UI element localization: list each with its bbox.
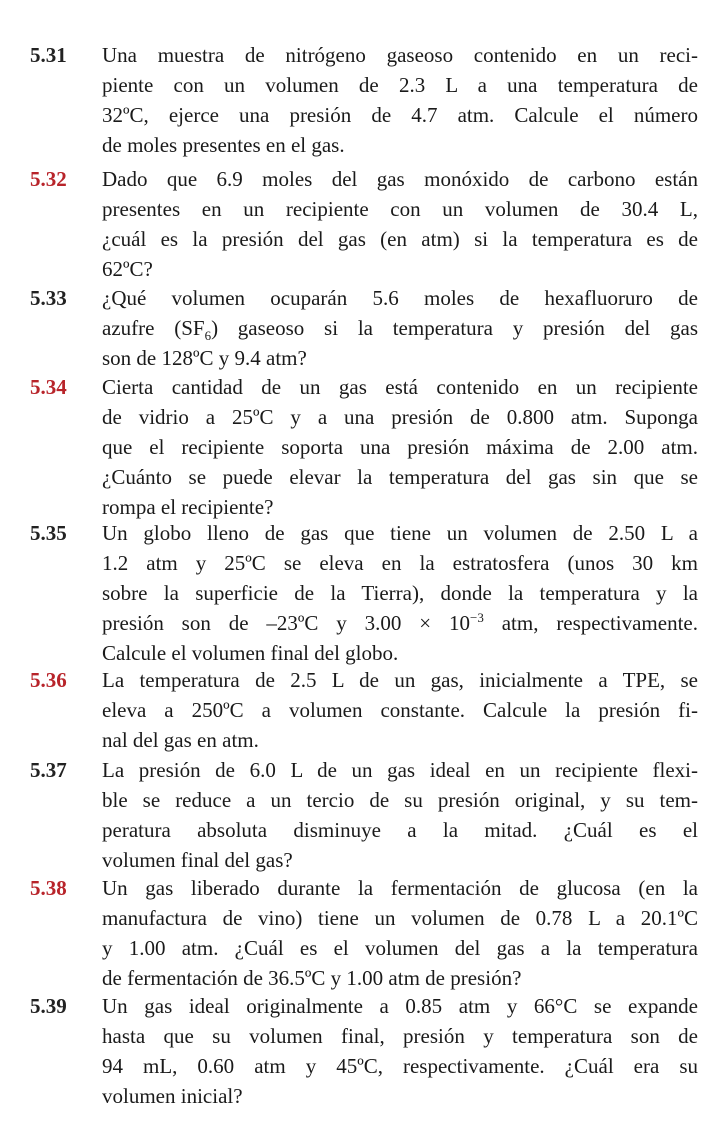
- problem-number: 5.36: [30, 668, 67, 692]
- problem-line: de moles presentes en el gas.: [102, 133, 345, 157]
- problem-line: Dado que 6.9 moles del gas monóxido de carbono están: [102, 167, 698, 191]
- problem-text: [102, 372, 698, 522]
- problem-line: volumen inicial?: [102, 1084, 243, 1108]
- problem-number: 5.31: [30, 43, 67, 67]
- subscript: 6: [204, 328, 212, 343]
- problem-line: piente con un volumen de 2.3 L a una temperatura de: [102, 73, 698, 97]
- problem-line: son de 128ºC y 9.4 atm?: [102, 346, 307, 370]
- problem-text: [102, 755, 698, 875]
- problem-text: [102, 40, 698, 160]
- problem-number: 5.39: [30, 994, 67, 1018]
- problem-number: 5.34: [30, 375, 67, 399]
- problem-5-35: [30, 518, 698, 668]
- problem-5-32: [30, 164, 698, 284]
- problem-line: peratura absoluta disminuye a la mitad. ¿Cuál es el: [102, 818, 698, 842]
- problem-line: ¿Qué volumen ocuparán 5.6 moles de hexafluoruro de: [102, 286, 698, 310]
- problem-text: [102, 873, 698, 993]
- line-part: azufre (SF: [102, 316, 205, 340]
- problem-5-34: [30, 372, 698, 522]
- problem-number: 5.35: [30, 521, 67, 545]
- problem-line: [102, 313, 698, 343]
- problem-line: ¿cuál es la presión del gas (en atm) si la temperatura es de: [102, 227, 698, 251]
- problem-number: 5.33: [30, 286, 67, 310]
- problem-line: que el recipiente soporta una presión máxima de 2.00 atm.: [102, 435, 698, 459]
- problem-text: [102, 518, 698, 668]
- problem-line: sobre la superficie de la Tierra), donde la temperatura y la: [102, 581, 698, 605]
- line-part: ) gaseoso si la temperatura y presión del gas: [211, 316, 698, 340]
- problem-line: rompa el recipiente?: [102, 495, 274, 519]
- problem-line: La temperatura de 2.5 L de un gas, inicialmente a TPE, se: [102, 668, 698, 692]
- problem-text: [102, 164, 698, 284]
- problem-text: [102, 991, 698, 1111]
- problem-line: de vidrio a 25ºC y a una presión de 0.800 atm. Suponga: [102, 405, 698, 429]
- problem-line: Un gas liberado durante la fermentación de glucosa (en la: [102, 876, 698, 900]
- problem-line: Calcule el volumen final del globo.: [102, 641, 399, 665]
- problem-5-39: [30, 991, 698, 1111]
- problem-line: La presión de 6.0 L de un gas ideal en un recipiente flexi-: [102, 758, 698, 782]
- line-part: presión son de –23ºC y 3.00 × 10: [102, 611, 470, 635]
- superscript: −3: [470, 610, 484, 625]
- problem-5-31: [30, 40, 698, 160]
- problem-line: Cierta cantidad de un gas está contenido en un recipiente: [102, 375, 698, 399]
- problem-text: [102, 283, 698, 373]
- problem-line: eleva a 250ºC a volumen constante. Calcule la presión fi-: [102, 698, 698, 722]
- problem-line: 62ºC?: [102, 257, 153, 281]
- problem-line: volumen final del gas?: [102, 848, 293, 872]
- problem-line: Un gas ideal originalmente a 0.85 atm y 66°C se expande: [102, 994, 698, 1018]
- problem-line: hasta que su volumen final, presión y temperatura son de: [102, 1024, 698, 1048]
- problem-number: 5.32: [30, 167, 67, 191]
- line-part: atm, respectivamente.: [483, 611, 698, 635]
- problem-line: Una muestra de nitrógeno gaseoso contenido en un reci-: [102, 43, 698, 67]
- problem-line: de fermentación de 36.5ºC y 1.00 atm de presión?: [102, 966, 522, 990]
- problem-line: ble se reduce a un tercio de su presión original, y su tem-: [102, 788, 698, 812]
- problem-line: presentes en un recipiente con un volumen de 30.4 L,: [102, 197, 698, 221]
- problem-text: [102, 665, 698, 755]
- problem-5-37: [30, 755, 698, 875]
- problem-line: nal del gas en atm.: [102, 728, 259, 752]
- problem-5-33: [30, 283, 698, 373]
- problem-line: 94 mL, 0.60 atm y 45ºC, respectivamente. ¿Cuál era su: [102, 1054, 698, 1078]
- problem-line: manufactura de vino) tiene un volumen de 0.78 L a 20.1ºC: [102, 906, 698, 930]
- problem-line: [102, 608, 698, 638]
- problem-line: y 1.00 atm. ¿Cuál es el volumen del gas a la temperatura: [102, 936, 698, 960]
- problem-number: 5.37: [30, 758, 67, 782]
- problem-line: 32ºC, ejerce una presión de 4.7 atm. Calcule el número: [102, 103, 698, 127]
- problem-line: Un globo lleno de gas que tiene un volumen de 2.50 L a: [102, 521, 698, 545]
- problem-line: 1.2 atm y 25ºC se eleva en la estratosfera (unos 30 km: [102, 551, 698, 575]
- problem-number: 5.38: [30, 876, 67, 900]
- problem-5-38: [30, 873, 698, 993]
- problem-line: ¿Cuánto se puede elevar la temperatura del gas sin que se: [102, 465, 698, 489]
- problem-5-36: [30, 665, 698, 755]
